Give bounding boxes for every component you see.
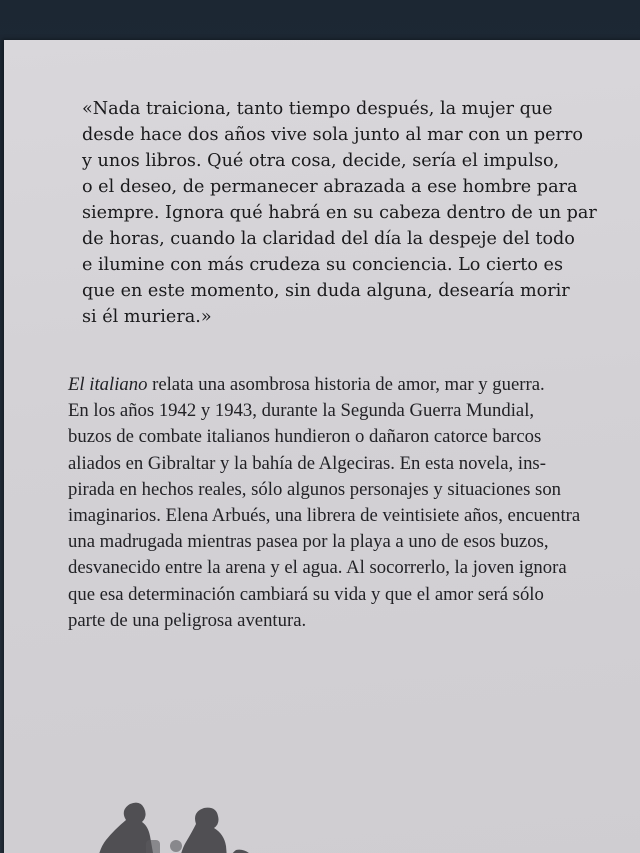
quote-line: si él muriera.» [82, 307, 212, 327]
synopsis-line: aliados en Gibraltar y la bahía de Algeciras. En esta novela, ins- [68, 452, 546, 474]
synopsis-paragraph [68, 372, 628, 634]
quote-line: que en este momento, sin duda alguna, desearía morir [82, 281, 570, 301]
synopsis-line: buzos de combate italianos hundieron o dañaron catorce barcos [68, 426, 542, 448]
quote-line: de horas, cuando la claridad del día la despeje del todo [82, 229, 575, 249]
synopsis-line: imaginarios. Elena Arbués, una librera de veintisiete años, encuentra [68, 505, 581, 527]
quote-line: desde hace dos años vive sola junto al mar con un perro [82, 125, 583, 145]
synopsis-line: parte de una peligrosa aventura. [68, 609, 307, 631]
synopsis-line: relata una asombrosa historia de amor, mar y guerra. [147, 374, 545, 395]
quote-line: y unos libros. Qué otra cosa, decide, sería el impulso, [82, 151, 560, 171]
cover-illustration-figures [76, 780, 296, 853]
synopsis-first-line [68, 372, 628, 398]
book-title: El italiano [68, 374, 148, 395]
synopsis-line: pirada en hechos reales, sólo algunos personajes y situaciones son [68, 478, 562, 500]
quote-line: e ilumine con más crudeza su conciencia. Lo cierto es [82, 255, 563, 275]
cover-quote [82, 96, 622, 330]
synopsis-line: que esa determinación cambiará su vida y que el amor será sólo [68, 583, 544, 605]
book-back-cover [4, 40, 640, 853]
quote-line: «Nada traiciona, tanto tiempo después, la mujer que [82, 99, 553, 119]
quote-line: o el deseo, de permanecer abrazada a ese hombre para [82, 177, 578, 197]
quote-line: siempre. Ignora qué habrá en su cabeza dentro de un par [82, 203, 597, 223]
synopsis-line: En los años 1942 y 1943, durante la Segunda Guerra Mundial, [68, 400, 535, 422]
synopsis-line: una madrugada mientras pasea por la playa a uno de esos buzos, [68, 531, 549, 553]
synopsis-line: desvanecido entre la arena y el agua. Al socorrerlo, la joven ignora [68, 557, 567, 579]
